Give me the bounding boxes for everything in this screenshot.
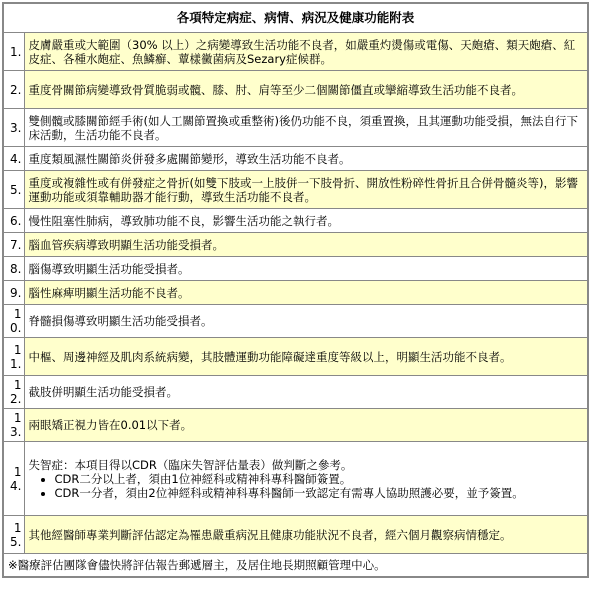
table-row bbox=[3, 305, 588, 338]
row-number: 4. bbox=[3, 147, 24, 171]
row-number: 7. bbox=[3, 233, 24, 257]
table-row bbox=[3, 281, 588, 305]
table-row bbox=[3, 33, 588, 71]
row-number: 10. bbox=[3, 305, 24, 338]
table-row bbox=[3, 209, 588, 233]
row-number: 8. bbox=[3, 257, 24, 281]
row-number: 15. bbox=[3, 516, 24, 554]
condition-table bbox=[2, 2, 589, 578]
list-item: • CDR二分以上者，須由1位神經科或精神科專科醫師簽置。 bbox=[55, 472, 584, 486]
row-text: 截肢併明顯生活功能受損者。 bbox=[24, 376, 588, 409]
row-number: 6. bbox=[3, 209, 24, 233]
row-number: 14. bbox=[3, 442, 24, 516]
row-number: 9. bbox=[3, 281, 24, 305]
criteria-list bbox=[29, 472, 584, 500]
table-row bbox=[3, 442, 588, 516]
row-text: 兩眼矯正視力皆在0.01以下者。 bbox=[24, 409, 588, 442]
table-row bbox=[3, 171, 588, 209]
row-number: 2. bbox=[3, 71, 24, 109]
table-row bbox=[3, 233, 588, 257]
table-row bbox=[3, 71, 588, 109]
row-text: 慢性阻塞性肺病，導致肺功能不良，影響生活功能之執行者。 bbox=[24, 209, 588, 233]
table-row bbox=[3, 376, 588, 409]
table-row bbox=[3, 257, 588, 281]
row-number: 3. bbox=[3, 109, 24, 147]
row-number: 13. bbox=[3, 409, 24, 442]
table-row bbox=[3, 147, 588, 171]
table-row bbox=[3, 409, 588, 442]
table-row bbox=[3, 516, 588, 554]
row-text: 腦血管疾病導致明顯生活功能受損者。 bbox=[24, 233, 588, 257]
row-text: 雙側髖或膝關節經手術(如人工關節置換或重整術)後仍功能不良，須重置換，且其運動功能受損，無法自行下床活動，生活功能不良者。 bbox=[24, 109, 588, 147]
row-text: 失智症：本項目得以CDR（臨床失智評估量表）做判斷之參考。 bbox=[28, 457, 353, 472]
table-footer-row bbox=[3, 554, 588, 578]
row-number: 5. bbox=[3, 171, 24, 209]
row-text: 重度類風濕性關節炎併發多處關節變形，導致生活功能不良者。 bbox=[24, 147, 588, 171]
table-title: 各項特定病症、病情、病況及健康功能附表 bbox=[3, 3, 588, 33]
row-text: 腦性麻痺明顯生活功能不良者。 bbox=[24, 281, 588, 305]
table-row bbox=[3, 338, 588, 376]
row-text: 重度骨關節病變導致骨質脆弱或髖、膝、肘、肩等至少二個關節僵直或攣縮導致生活功能不良者。 bbox=[24, 71, 588, 109]
row-content bbox=[24, 442, 588, 516]
row-text: 中樞、周邊神經及肌肉系統病變，其肢體運動功能障礙達重度等級以上，明顯生活功能不良者。 bbox=[24, 338, 588, 376]
table-header-row bbox=[3, 3, 588, 33]
footnote: ※醫療評估團隊會儘快將評估報告郵遞層主，及居住地長期照顧管理中心。 bbox=[3, 554, 588, 578]
row-text: 其他經醫師專業判斷評估認定為罹患嚴重病況且健康功能狀況不良者，經六個月觀察病情穩定。 bbox=[24, 516, 588, 554]
row-text: 重度或複雜性或有併發症之骨折(如雙下肢或一上肢併一下肢骨折、開放性粉碎性骨折且合併骨髓炎等)，影響運動功能或須靠輔助器才能行動，導致生活功能不良者。 bbox=[24, 171, 588, 209]
row-text: 脊髓損傷導致明顯生活功能受損者。 bbox=[24, 305, 588, 338]
row-text: 腦傷導致明顯生活功能受損者。 bbox=[24, 257, 588, 281]
table-row bbox=[3, 109, 588, 147]
list-item: • CDR一分者，須由2位神經科或精神科專科醫師一致認定有需專人協助照護必要，並予簽置。 bbox=[55, 486, 584, 500]
attachment-table-container bbox=[2, 2, 589, 578]
row-text: 皮膚嚴重或大範圍（30% 以上）之病變導致生活功能不良者，如嚴重灼燙傷或電傷、天皰瘡、類天皰瘡、紅皮症、各種水皰症、魚鱗癬、蕈樣黴菌病及Sezary症候群。 bbox=[24, 33, 588, 71]
row-number: 1. bbox=[3, 33, 24, 71]
row-number: 11. bbox=[3, 338, 24, 376]
row-number: 12. bbox=[3, 376, 24, 409]
